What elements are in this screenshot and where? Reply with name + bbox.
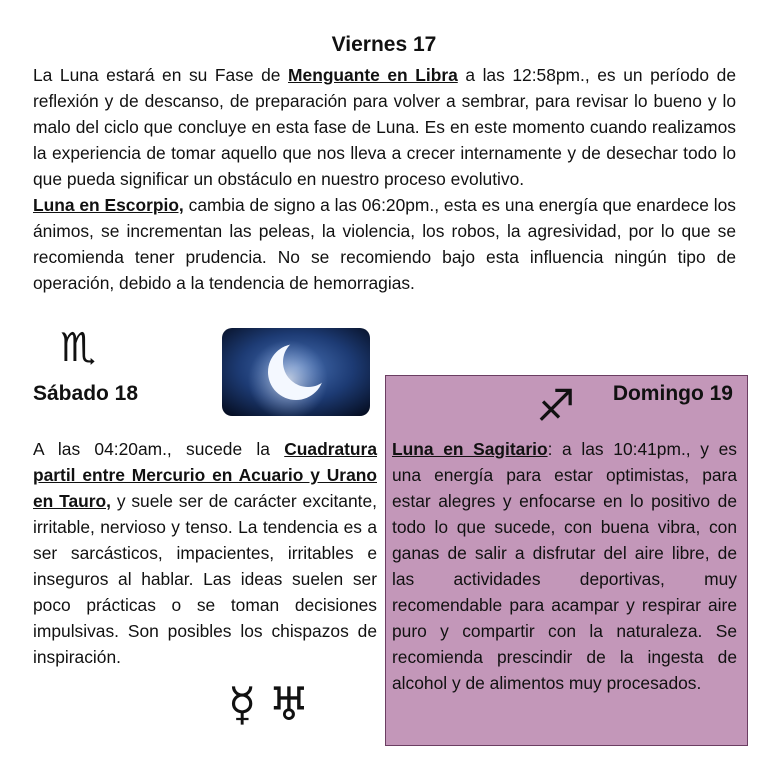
text: A las 04:20am., sucede la xyxy=(33,439,285,459)
heading-sabado: Sábado 18 xyxy=(33,382,139,405)
domingo-box xyxy=(385,375,748,746)
scorpio-icon: ♏ xyxy=(60,325,96,371)
domingo-text xyxy=(392,436,737,696)
text: cambia de signo a las 06:20pm., esta es una energía que enardece los ánimos, se incrementan las peleas, la violencia, los robos, la agresividad, por lo que se recomienda tener prudencia. No se recomiendo bajo esta influencia ningún tipo de operación, debido a la tendencia de hemorragias. xyxy=(33,195,736,293)
luna-escorpio-link: Luna en Escorpio, xyxy=(33,195,184,215)
crescent-moon-image xyxy=(222,328,370,416)
menguante-libra-link: Menguante en Libra xyxy=(288,65,458,85)
mercury-icon: ☿ xyxy=(228,677,257,731)
cuadratura-link: Cuadratura partil entre Mercurio en Acuario y Urano en Tauro, xyxy=(33,439,377,511)
heading-domingo: Domingo 19 xyxy=(612,382,733,405)
sagittarius-icon: ♐ xyxy=(536,381,576,432)
sabado-text xyxy=(33,436,377,670)
viernes-paragraph-1 xyxy=(33,62,736,192)
text: y suele ser de carácter excitante, irritable, nervioso y tenso. La tendencia es a ser sarcásticos, impacientes, irritables e inseguros al hablar. Las ideas suelen ser poco prácticas o se toman decisiones impulsivas. Son posibles los chispazos de inspiración. xyxy=(33,491,377,667)
viernes-text xyxy=(33,62,736,296)
heading-viernes: Viernes 17 xyxy=(331,33,437,56)
text: : a las 10:41pm., y es una energía para estar optimistas, para estar alegres y enfocarse en lo positivo de todo lo que sucede, con buena vibra, con ganas de salir a disfrutar del aire libre, de las actividades deportivas, muy recomendable para acampar y respirar aire puro y compartir con la naturaleza. Se recomienda prescindir de la ingesta de alcohol y de alimentos muy procesados. xyxy=(392,439,737,693)
text: La Luna estará en su Fase de xyxy=(33,65,289,85)
text: a las 12:58pm., es un período de reflexión y de descanso, de preparación para volver a sembrar, para revisar lo bueno y lo malo del ciclo que concluye en esta fase de Luna. Es en este momento cuando realizamos la experiencia de tomar aquello que nos lleva a crecer internamente y de desechar todo lo que pueda significar un obstáculo en nuestro proceso evolutivo. xyxy=(33,65,736,189)
luna-sagitario-link: Luna en Sagitario xyxy=(392,439,548,459)
crescent-moon-icon xyxy=(222,328,370,416)
planet-symbols xyxy=(228,676,321,732)
viernes-paragraph-2 xyxy=(33,192,736,296)
uranus-icon: ♅ xyxy=(268,677,310,731)
